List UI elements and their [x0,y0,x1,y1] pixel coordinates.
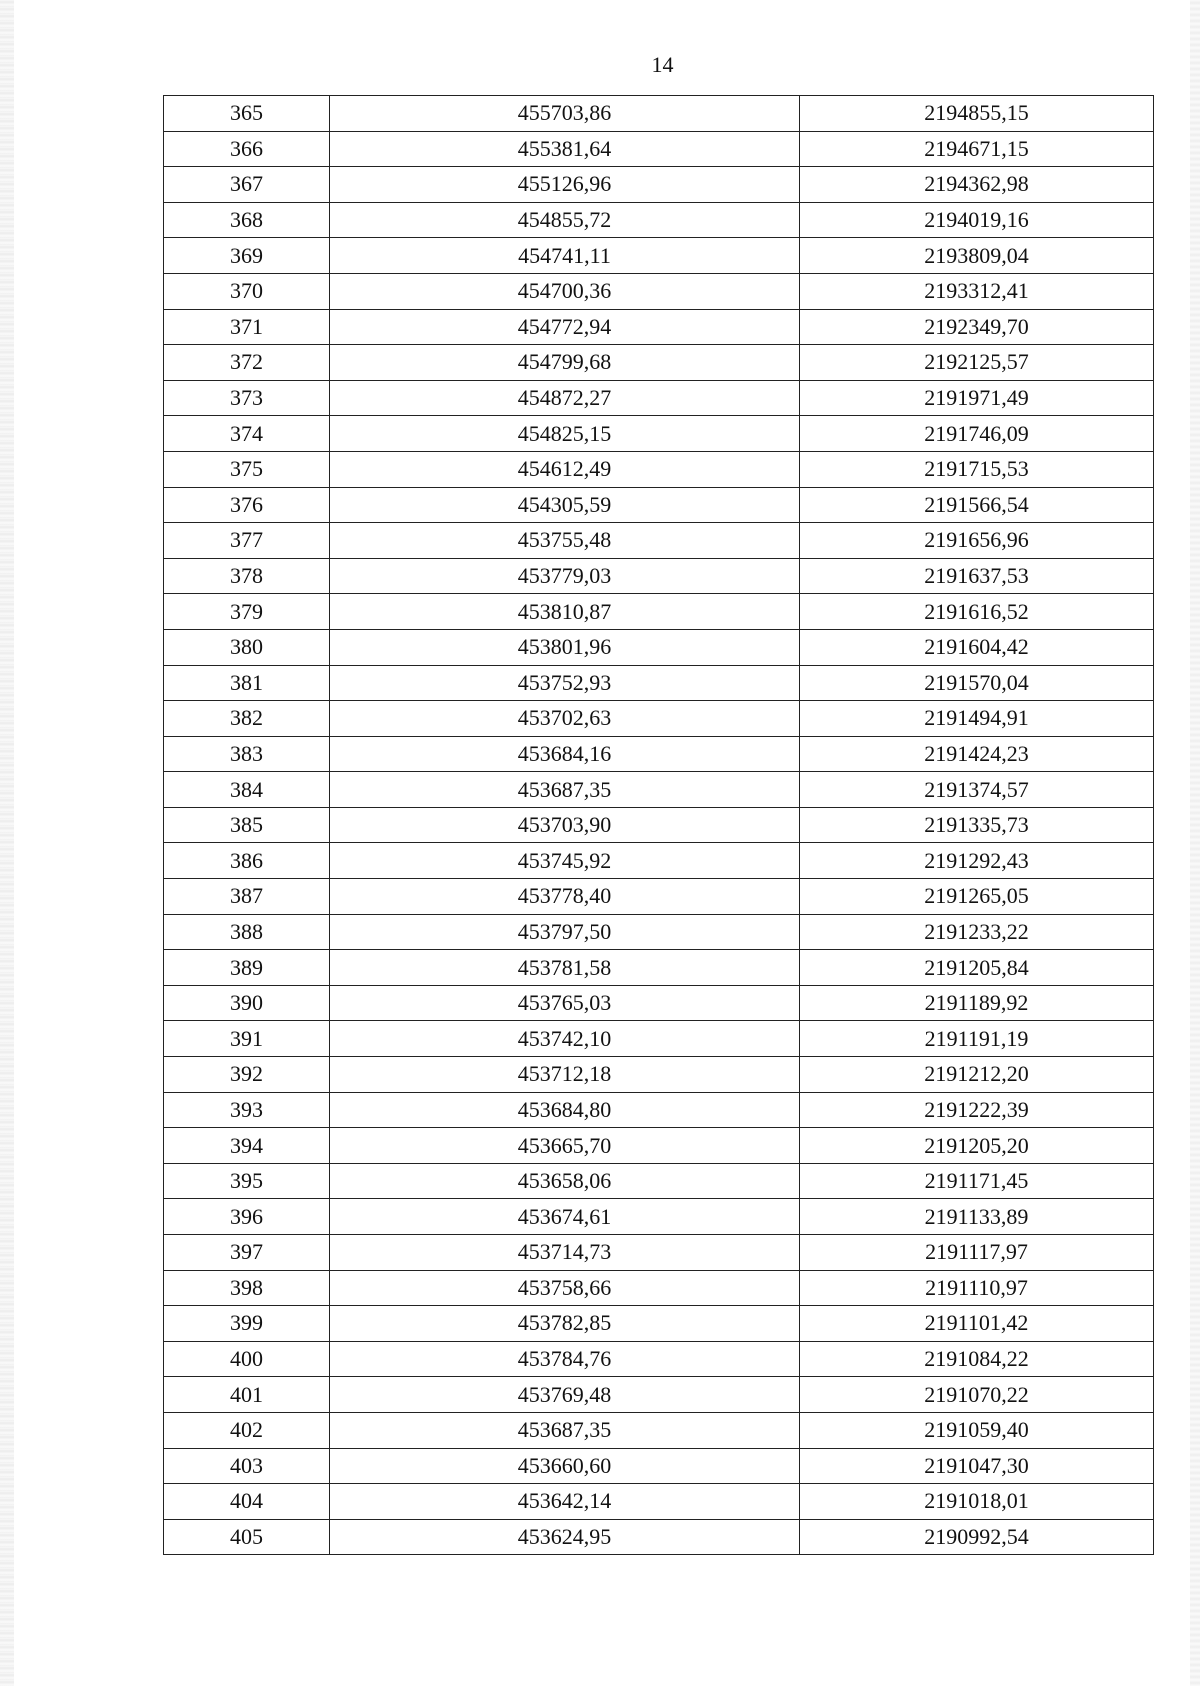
table-row [164,273,1154,309]
y-coordinate-cell: 2191212,20 [800,1057,1154,1093]
y-coordinate-cell: 2191335,73 [800,807,1154,843]
x-coordinate-cell: 453769,48 [330,1377,800,1413]
table-row [164,309,1154,345]
y-coordinate-cell: 2191233,22 [800,914,1154,950]
y-coordinate-cell: 2191715,53 [800,451,1154,487]
x-coordinate-cell: 454700,36 [330,273,800,309]
y-coordinate-cell: 2194362,98 [800,167,1154,203]
y-coordinate-cell: 2191059,40 [800,1412,1154,1448]
x-coordinate-cell: 453779,03 [330,558,800,594]
point-number-cell: 400 [164,1341,330,1377]
table-row [164,131,1154,167]
y-coordinate-cell: 2191101,42 [800,1306,1154,1342]
y-coordinate-cell: 2191616,52 [800,594,1154,630]
table-row [164,950,1154,986]
table-row [164,1270,1154,1306]
point-number-cell: 401 [164,1377,330,1413]
y-coordinate-cell: 2191971,49 [800,380,1154,416]
x-coordinate-cell: 453658,06 [330,1163,800,1199]
table-row [164,1057,1154,1093]
x-coordinate-cell: 453765,03 [330,985,800,1021]
x-coordinate-cell: 454872,27 [330,380,800,416]
table-row [164,1484,1154,1520]
table-row [164,1199,1154,1235]
page-number: 14 [651,52,674,77]
y-coordinate-cell: 2194019,16 [800,202,1154,238]
x-coordinate-cell: 453782,85 [330,1306,800,1342]
y-coordinate-cell: 2191205,84 [800,950,1154,986]
table-row [164,96,1154,132]
y-coordinate-cell: 2191292,43 [800,843,1154,879]
x-coordinate-cell: 453778,40 [330,879,800,915]
point-number-cell: 399 [164,1306,330,1342]
point-number-cell: 404 [164,1484,330,1520]
table-row [164,701,1154,737]
table-row [164,1021,1154,1057]
table-row [164,345,1154,381]
y-coordinate-cell: 2191604,42 [800,629,1154,665]
table-row [164,665,1154,701]
table-row [164,1092,1154,1128]
y-coordinate-cell: 2191117,97 [800,1235,1154,1271]
y-coordinate-cell: 2192125,57 [800,345,1154,381]
point-number-cell: 373 [164,380,330,416]
table-row [164,1341,1154,1377]
table-row [164,167,1154,203]
table-row [164,558,1154,594]
scan-edge-left [0,0,14,1686]
x-coordinate-cell: 453781,58 [330,950,800,986]
point-number-cell: 390 [164,985,330,1021]
point-number-cell: 394 [164,1128,330,1164]
x-coordinate-cell: 453684,80 [330,1092,800,1128]
point-number-cell: 402 [164,1412,330,1448]
table-row [164,914,1154,950]
point-number-cell: 381 [164,665,330,701]
x-coordinate-cell: 453742,10 [330,1021,800,1057]
scan-edge-right [1190,0,1200,1686]
table-row [164,1235,1154,1271]
x-coordinate-cell: 454799,68 [330,345,800,381]
point-number-cell: 380 [164,629,330,665]
x-coordinate-cell: 454612,49 [330,451,800,487]
x-coordinate-cell: 453714,73 [330,1235,800,1271]
point-number-cell: 368 [164,202,330,238]
point-number-cell: 374 [164,416,330,452]
x-coordinate-cell: 453660,60 [330,1448,800,1484]
x-coordinate-cell: 453665,70 [330,1128,800,1164]
y-coordinate-cell: 2194855,15 [800,96,1154,132]
y-coordinate-cell: 2191018,01 [800,1484,1154,1520]
x-coordinate-cell: 453752,93 [330,665,800,701]
point-number-cell: 405 [164,1519,330,1555]
coordinates-table-body [164,96,1154,1555]
x-coordinate-cell: 453642,14 [330,1484,800,1520]
point-number-cell: 371 [164,309,330,345]
table-row [164,843,1154,879]
point-number-cell: 388 [164,914,330,950]
x-coordinate-cell: 454855,72 [330,202,800,238]
table-row [164,1163,1154,1199]
y-coordinate-cell: 2193312,41 [800,273,1154,309]
table-row [164,594,1154,630]
point-number-cell: 395 [164,1163,330,1199]
table-row [164,1412,1154,1448]
y-coordinate-cell: 2191070,22 [800,1377,1154,1413]
point-number-cell: 367 [164,167,330,203]
x-coordinate-cell: 453784,76 [330,1341,800,1377]
x-coordinate-cell: 453703,90 [330,807,800,843]
point-number-cell: 379 [164,594,330,630]
x-coordinate-cell: 453755,48 [330,523,800,559]
x-coordinate-cell: 454305,59 [330,487,800,523]
x-coordinate-cell: 453797,50 [330,914,800,950]
point-number-cell: 365 [164,96,330,132]
table-row [164,380,1154,416]
y-coordinate-cell: 2191133,89 [800,1199,1154,1235]
table-row [164,772,1154,808]
point-number-cell: 396 [164,1199,330,1235]
table-row [164,807,1154,843]
table-row [164,1448,1154,1484]
x-coordinate-cell: 454772,94 [330,309,800,345]
x-coordinate-cell: 455381,64 [330,131,800,167]
y-coordinate-cell: 2190992,54 [800,1519,1154,1555]
y-coordinate-cell: 2191189,92 [800,985,1154,1021]
y-coordinate-cell: 2191171,45 [800,1163,1154,1199]
x-coordinate-cell: 453702,63 [330,701,800,737]
y-coordinate-cell: 2193809,04 [800,238,1154,274]
point-number-cell: 397 [164,1235,330,1271]
table-row [164,985,1154,1021]
table-row [164,202,1154,238]
table-row [164,451,1154,487]
y-coordinate-cell: 2192349,70 [800,309,1154,345]
x-coordinate-cell: 455126,96 [330,167,800,203]
y-coordinate-cell: 2191222,39 [800,1092,1154,1128]
point-number-cell: 393 [164,1092,330,1128]
point-number-cell: 376 [164,487,330,523]
point-number-cell: 375 [164,451,330,487]
y-coordinate-cell: 2191374,57 [800,772,1154,808]
point-number-cell: 372 [164,345,330,381]
x-coordinate-cell: 454741,11 [330,238,800,274]
table-row [164,1377,1154,1413]
point-number-cell: 377 [164,523,330,559]
table-row [164,1128,1154,1164]
y-coordinate-cell: 2191424,23 [800,736,1154,772]
y-coordinate-cell: 2191566,54 [800,487,1154,523]
point-number-cell: 391 [164,1021,330,1057]
table-row [164,879,1154,915]
x-coordinate-cell: 453801,96 [330,629,800,665]
table-row [164,1519,1154,1555]
y-coordinate-cell: 2191084,22 [800,1341,1154,1377]
y-coordinate-cell: 2191746,09 [800,416,1154,452]
point-number-cell: 385 [164,807,330,843]
x-coordinate-cell: 453687,35 [330,1412,800,1448]
point-number-cell: 389 [164,950,330,986]
table-row [164,416,1154,452]
y-coordinate-cell: 2191110,97 [800,1270,1154,1306]
table-row [164,736,1154,772]
point-number-cell: 398 [164,1270,330,1306]
point-number-cell: 366 [164,131,330,167]
y-coordinate-cell: 2191047,30 [800,1448,1154,1484]
x-coordinate-cell: 453745,92 [330,843,800,879]
x-coordinate-cell: 453810,87 [330,594,800,630]
y-coordinate-cell: 2194671,15 [800,131,1154,167]
point-number-cell: 370 [164,273,330,309]
y-coordinate-cell: 2191494,91 [800,701,1154,737]
point-number-cell: 383 [164,736,330,772]
y-coordinate-cell: 2191637,53 [800,558,1154,594]
x-coordinate-cell: 455703,86 [330,96,800,132]
table-row [164,629,1154,665]
point-number-cell: 384 [164,772,330,808]
table-row [164,523,1154,559]
x-coordinate-cell: 453674,61 [330,1199,800,1235]
x-coordinate-cell: 454825,15 [330,416,800,452]
x-coordinate-cell: 453684,16 [330,736,800,772]
point-number-cell: 369 [164,238,330,274]
table-row [164,487,1154,523]
point-number-cell: 392 [164,1057,330,1093]
point-number-cell: 378 [164,558,330,594]
x-coordinate-cell: 453624,95 [330,1519,800,1555]
x-coordinate-cell: 453687,35 [330,772,800,808]
y-coordinate-cell: 2191205,20 [800,1128,1154,1164]
point-number-cell: 403 [164,1448,330,1484]
coordinates-table [163,95,1154,1555]
table-row [164,1306,1154,1342]
point-number-cell: 387 [164,879,330,915]
y-coordinate-cell: 2191191,19 [800,1021,1154,1057]
y-coordinate-cell: 2191570,04 [800,665,1154,701]
x-coordinate-cell: 453712,18 [330,1057,800,1093]
y-coordinate-cell: 2191656,96 [800,523,1154,559]
table-row [164,238,1154,274]
point-number-cell: 382 [164,701,330,737]
x-coordinate-cell: 453758,66 [330,1270,800,1306]
point-number-cell: 386 [164,843,330,879]
y-coordinate-cell: 2191265,05 [800,879,1154,915]
